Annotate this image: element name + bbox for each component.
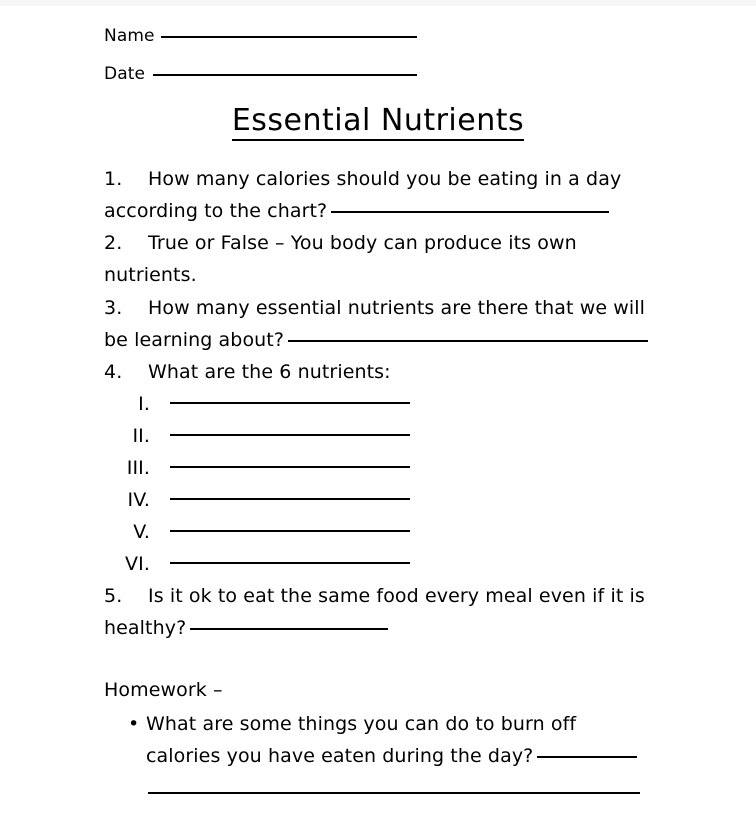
question-2 [104,227,664,291]
page-title-text: Essential Nutrients [232,103,524,141]
list-item [104,388,424,420]
nutrient-answer-line-1[interactable] [170,402,410,404]
question-4 [104,356,664,388]
date-write-in-line[interactable] [153,74,417,76]
homework-answer-line-inline[interactable] [537,756,637,758]
worksheet-sheet [0,6,756,821]
date-field-row [104,64,417,84]
nutrient-answer-line-4[interactable] [170,498,410,500]
name-write-in-line[interactable] [161,36,417,38]
roman-numeral-2: II. [132,425,150,447]
question-2-number: 2. [104,232,123,254]
question-4-text: What are the 6 nutrients: [148,361,391,383]
question-1-answer-line[interactable] [331,211,609,213]
question-3 [104,292,664,356]
nutrient-answer-line-6[interactable] [170,562,410,564]
roman-numeral-4: IV. [127,489,150,511]
question-3-number: 3. [104,297,123,319]
question-5-text: Is it ok to eat the same food every meal even if it is healthy? [104,585,645,639]
page-title [0,102,756,140]
list-item [104,516,424,548]
bullet-icon: • [128,713,140,735]
nutrient-answer-list [104,388,424,580]
question-1-text: How many calories should you be eating in a day according to the chart? [104,168,622,222]
roman-numeral-3: III. [126,457,150,479]
homework-heading: Homework – [104,679,223,701]
question-5 [104,580,664,644]
question-5-answer-line[interactable] [190,628,388,630]
question-2-text: True or False – You body can produce its own nutrients. [104,232,577,286]
nutrient-answer-line-2[interactable] [170,434,410,436]
roman-numeral-5: V. [133,521,150,543]
question-1 [104,163,664,227]
list-item [104,484,424,516]
homework-item-text: What are some things you can do to burn off calories you have eaten during the day? [146,713,577,767]
list-item [104,548,424,580]
question-3-text: How many essential nutrients are there that we will be learning about? [104,297,646,351]
roman-numeral-1: I. [138,393,150,415]
question-5-number: 5. [104,585,123,607]
roman-numeral-6: VI. [125,553,150,575]
question-4-number: 4. [104,361,123,383]
question-3-answer-line[interactable] [288,340,648,342]
nutrient-answer-line-3[interactable] [170,466,410,468]
list-item [104,452,424,484]
question-1-number: 1. [104,168,123,190]
homework-answer-line-1[interactable] [148,792,640,794]
date-label: Date [104,64,146,84]
list-item [104,420,424,452]
homework-bullet-item [128,708,658,772]
nutrient-answer-line-5[interactable] [170,530,410,532]
name-label: Name [104,26,155,46]
name-field-row [104,26,417,46]
homework-item-wrapper [146,708,646,772]
